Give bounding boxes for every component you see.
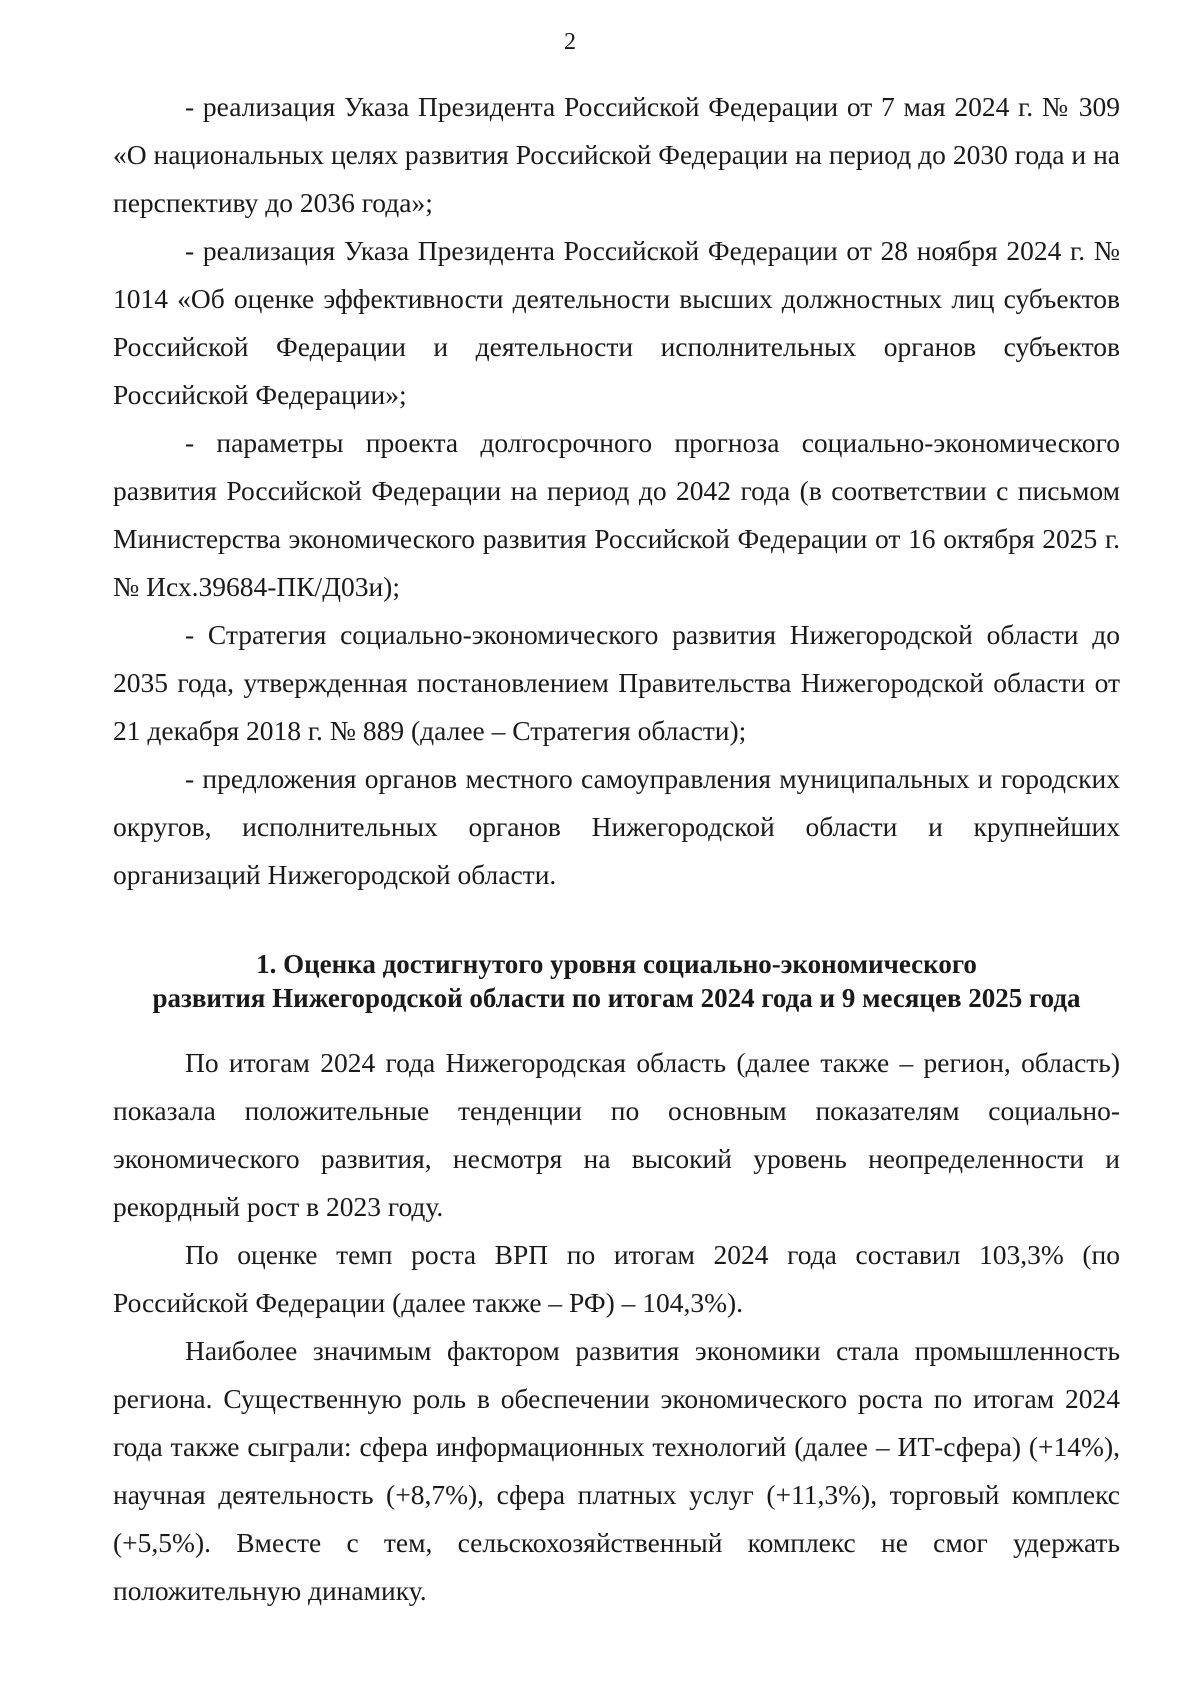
paragraph-grp-growth: По оценке темп роста ВРП по итогам 2024 года составил 103,3% (по Российской Федерации (далее также – РФ) – 104,3%). [113,1239,1120,1318]
section-heading-line-1: 1. Оценка достигнутого уровня социально-экономического [256,949,977,979]
list-item-forecast-parameters: - параметры проекта долгосрочного прогноза социально-экономического развития Российской Федерации на период до 2042 года (в соответствии с письмом Министерства экономического развития Российской Федерации от 16 октября 2025 г. № Исх.39684-ПК/Д03и); [113,427,1120,602]
document-body [113,83,1120,1615]
paragraph-growth-factors: Наиболее значимым фактором развития экономики стала промышленность региона. Существенную роль в обеспечении экономического роста по итогам 2024 года также сыграли: сфера информационных технологий (далее – ИТ-сфера) (+14%), научная деятельность (+8,7%), сфера платных услуг (+11,3%), торговый комплекс (+5,5%). Вместе с тем, сельскохозяйственный комплекс не смог удержать положительную динамику. [113,1335,1120,1606]
list-item-local-proposals: - предложения органов местного самоуправления муниципальных и городских округов, исполнительных органов Нижегородской области и крупнейших организаций Нижегородской области. [113,763,1120,890]
section-heading [113,947,1120,1015]
list-item-decree-309: - реализация Указа Президента Российской Федерации от 7 мая 2024 г. № 309 «О национальных целях развития Российской Федерации на период до 2030 года и на перспективу до 2036 года»; [113,91,1120,218]
section-heading-line-2: развития Нижегородской области по итогам 2024 года и 9 месяцев 2025 года [152,983,1081,1013]
page-number: 2 [564,29,576,55]
list-item-regional-strategy: - Стратегия социально-экономического развития Нижегородской области до 2035 года, утвержденная постановлением Правительства Нижегородской области от 21 декабря 2018 г. № 889 (далее – Стратегия области); [113,619,1120,746]
paragraph-2024-results: По итогам 2024 года Нижегородская область (далее также – регион, область) показала положительные тенденции по основным показателям социально-экономического развития, несмотря на высокий уровень неопределенности и рекордный рост в 2023 году. [113,1047,1120,1222]
list-item-decree-1014: - реализация Указа Президента Российской Федерации от 28 ноября 2024 г. № 1014 «Об оценке эффективности деятельности высших должностных лиц субъектов Российской Федерации и деятельности исполнительных органов субъектов Российской Федерации»; [113,235,1120,410]
